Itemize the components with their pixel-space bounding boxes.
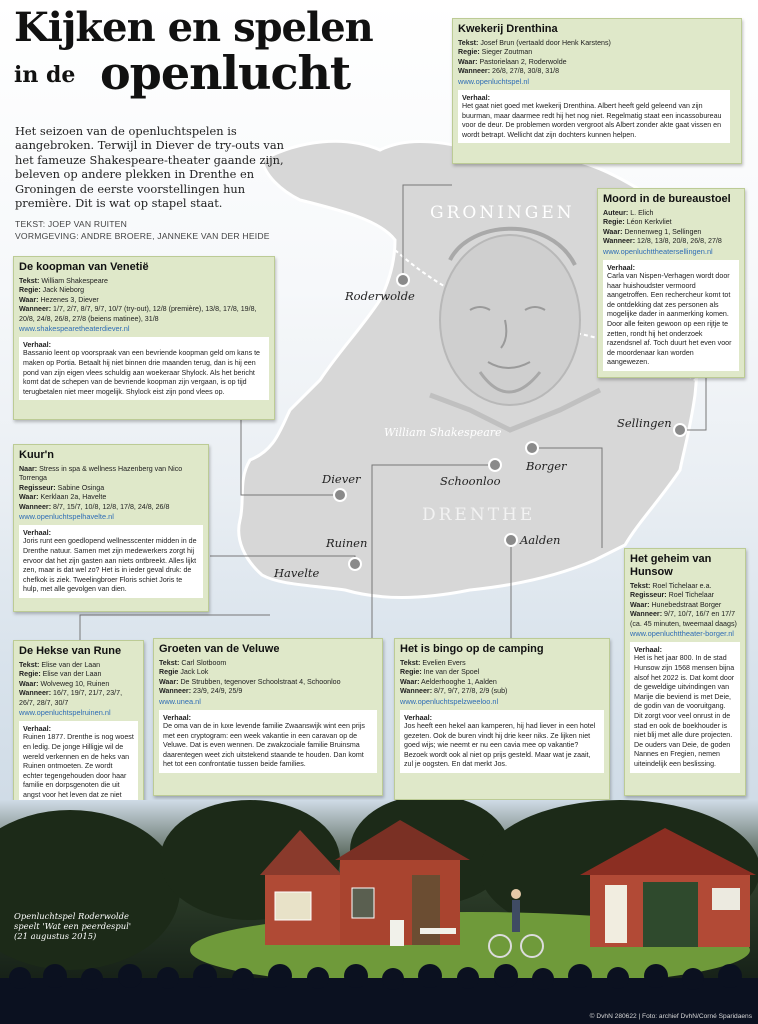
- verhaal-label: Verhaal:: [607, 262, 635, 272]
- box-row: Wanneer: 8/7, 9/7, 27/8, 2/9 (sub): [400, 687, 508, 696]
- website-link[interactable]: www.openluchtspel.nl: [458, 76, 530, 86]
- website-link[interactable]: www.openluchtspelhavelte.nl: [19, 512, 114, 522]
- info-box-bingo: [394, 638, 610, 800]
- box-row: Waar: Kerklaan 2a, Havelte: [19, 493, 107, 502]
- box-row: Regie: Ine van der Spoel: [400, 668, 480, 677]
- marker-borger: [526, 442, 538, 454]
- verhaal-text: Jos heeft een hekel aan kamperen, hij had liever in een hotel gezeten. Ook de buren vindt hij drie keer niks. Ze lijken niet goed wijs; wie neemt er nu een cavia mee op vakantie? Bezoek wordt ook al niet op prijs gesteld. Maar wat je zaait, zul je oogsten. En dat merkt Jos.: [404, 722, 596, 769]
- verhaal-panel: [630, 642, 740, 773]
- verhaal-panel: [458, 90, 730, 144]
- photo-caption: Openluchtspel Roderwolde speelt 'Wat een peerdespul' (21 augustus 2015): [14, 911, 132, 941]
- box-row: Wanneer: 8/7, 15/7, 10/8, 12/8, 17/8, 24/8, 26/8: [19, 502, 170, 511]
- info-box-groeten: [153, 638, 383, 796]
- box-row: Wanneer: 1/7, 2/7, 8/7, 9/7, 10/7 (try-out), 12/8 (première), 13/8, 17/8, 19/8, 20/8, 24/8, 26/8, 27/8 (beiens matinee), 31/8: [19, 305, 257, 323]
- place-diever: Diever: [322, 472, 361, 486]
- intro-text: Het seizoen van de openluchtspelen is aangebroken. Terwijl in Diever de try-outs van het fameuze Shakespeare-theater gaande zijn, beleven op andere plekken in Drenthe en Groningen de eerste voorstellingen hun première. Dit is wat op stapel staat.: [15, 124, 284, 211]
- box-row: Regisseur: Sabine Osinga: [19, 483, 105, 492]
- verhaal-text: Joris runt een goedlopend wellnesscenter midden in de Drenthe natuur. Samen met zijn medewerkers zorgt hij ervoor dat het zijn gasten aan niets ontbreekt. Alles lijkt zen, maar is dat wel zo? Het is in ieder geval druk: de chefkok is ziek. Tweelingbroer Floris schiet Joris te hulp, met alle gevolgen van dien.: [23, 537, 197, 594]
- box-row: Wanneer: 26/8, 27/8, 30/8, 31/8: [458, 67, 560, 76]
- box-title: Het geheim van Hunsow: [630, 553, 712, 578]
- box-row: Wanneer: 23/9, 24/9, 25/9: [159, 687, 243, 696]
- box-row: Auteur: L. Elich: [603, 209, 654, 217]
- verhaal-text: De oma van de in luxe levende familie Zwaanswijk wint een prijs met een cryptogram: een week vakantie in een caravan op de Veluwe. Dat is even wennen. De zwakzociale familie Bruinsma daarentegen weet zich uitstekend staande te houden. Dan komt het tot een confrontatie tussen beide families.: [163, 722, 365, 769]
- place-havelte: Havelte: [274, 566, 320, 580]
- website-link[interactable]: www.shakespearetheaterdiever.nl: [19, 324, 130, 334]
- box-row: Tekst: Josef Brun (vertaald door Henk Karstens): [458, 39, 611, 47]
- place-sellingen: Sellingen: [617, 416, 672, 430]
- info-box-kuurn: [13, 444, 209, 612]
- page-title-line2a: in de: [14, 62, 76, 88]
- box-row: Wanneer: 12/8, 13/8, 20/8, 26/8, 27/8: [603, 237, 722, 246]
- verhaal-label: Verhaal:: [23, 340, 51, 350]
- box-row: Waar: Hunebedstraat Borger: [630, 600, 722, 609]
- place-aalden: Aalden: [520, 533, 561, 547]
- box-row: Tekst: Carl Slotboom: [159, 659, 227, 667]
- box-title: Groeten van de Veluwe: [159, 643, 280, 655]
- box-row: Tekst: Elise van der Laan: [19, 661, 101, 669]
- verhaal-panel: [159, 710, 377, 773]
- verhaal-text: Ruinen 1877. Drenthe is nog woest en ledig. De jonge Hilligje wil de wereld verkennen en de heks van Ruinen ontmoeten. Ze wordt echter tegengehouden door haar familie en dorpsgenoten die uit angst voor het leven dat ze niet: [23, 733, 134, 799]
- marker-aalden: [505, 534, 517, 546]
- info-box-kwekerij: [452, 18, 742, 164]
- marker-ruinen: [349, 558, 361, 570]
- verhaal-text: Bassanio leent op voorspraak van een bevriende koopman geld om kans te maken op Portia. Betaalt hij niet binnen drie maanden terug, dan is hij een pond van zijn eigen vlees schuldig aan woekeraar Shylock. Als het bericht komt dat de schepen van de bevriende koopman zijn vergaan, is op tijd terugbetalen niet meer mogelijk. Shylock eist zijn pond vlees op.: [23, 349, 261, 396]
- box-title: Moord in de bureaustoel: [603, 193, 731, 205]
- verhaal-panel: [19, 337, 269, 400]
- box-row: Tekst: William Shakespeare: [19, 277, 108, 285]
- box-title: De Hekse van Rune: [19, 645, 122, 657]
- province-label-groningen: GRONINGEN: [430, 203, 575, 223]
- box-row: Naar: Stress in spa & wellness Hazenberg van Nico Torrenga: [19, 465, 183, 483]
- verhaal-panel: [603, 260, 739, 371]
- page-title-line1: Kijken en spelen: [14, 4, 373, 51]
- place-ruinen: Ruinen: [326, 536, 368, 550]
- box-row: Regie: Jack Nieborg: [19, 286, 85, 295]
- page-title-line2b: openlucht: [100, 46, 351, 100]
- box-row: Wanneer: 16/7, 19/7, 21/7, 23/7, 26/7, 28/7, 30/7: [19, 689, 123, 707]
- verhaal-label: Verhaal:: [634, 645, 662, 655]
- marker-sellingen: [674, 424, 686, 436]
- box-row: Regie Jack Lok: [159, 668, 209, 677]
- box-title: De koopman van Venetië: [19, 261, 149, 273]
- province-label-drenthe: DRENTHE: [422, 505, 536, 525]
- photo-credit: © DvhN 280622 | Foto: archief DvhN/Corné Sparidaens: [589, 1013, 752, 1020]
- box-title: Kuur'n: [19, 449, 54, 461]
- credits: [15, 218, 270, 242]
- place-schoonloo: Schoonloo: [440, 474, 501, 488]
- verhaal-text: Carla van Nispen-Verhagen wordt door haar huishoudster vermoord aangetroffen. Een rechercheur komt tot de ontdekking dat zes personen als mogelijke dader in aanmerking komen. Door alle feiten gewoon op een rijtje te zetten, rondt hij het onderzoek razendsnel af. Toch duurt het even voor de moordenaar kan worden aangewezen.: [607, 272, 732, 367]
- verhaal-label: Verhaal:: [23, 528, 51, 538]
- shakespeare-signature: William Shakespeare: [384, 426, 502, 439]
- marker-diever: [334, 489, 346, 501]
- info-box-geheim: [624, 548, 746, 796]
- website-link[interactable]: www.openluchttheatersellingen.nl: [603, 246, 713, 256]
- verhaal-text: Het is het jaar 800. In de stad Hunsow zijn 1568 mensen bijna alsof het 2022 is. Dat komt door de geweldige uitvindingen van Marije die beviend is met Deie, de godin van de vooruitgang. Dit zorgt voor veel onrust in de stad en ook de boekhouder is niet blij met alle dure projecten. De ouders van Deie, de goden Nannes en Fregien, nemen uiteindelijk een beslissing.: [634, 654, 735, 768]
- box-row: Waar: Dennenweg 1, Sellingen: [603, 227, 702, 236]
- box-row: Regie: Elise van der Laan: [19, 670, 102, 679]
- place-roderwolde: Roderwolde: [345, 289, 415, 303]
- box-row: Regisseur: Roel Tichelaar: [630, 591, 714, 600]
- info-box-koopman: [13, 256, 275, 420]
- website-link[interactable]: www.openluchtspelruinen.nl: [19, 708, 111, 718]
- website-link[interactable]: www.unea.nl: [159, 696, 201, 706]
- box-title: Het is bingo op de camping: [400, 643, 544, 655]
- box-row: Tekst: Evelien Evers: [400, 659, 466, 667]
- box-row: Waar: Wolveweg 10, Ruinen: [19, 679, 110, 688]
- credit-design: VORMGEVING: ANDRE BROERE, JANNEKE VAN DER HEIDE: [15, 231, 270, 241]
- box-row: Waar: Pastorielaan 2, Roderwolde: [458, 57, 567, 66]
- verhaal-label: Verhaal:: [163, 712, 191, 722]
- box-row: Waar: Hezenes 3, Diever: [19, 295, 99, 304]
- box-row: Regie: Sieger Zoutman: [458, 48, 533, 57]
- verhaal-label: Verhaal:: [462, 92, 490, 102]
- box-row: Waar: Aelderhooghe 1, Aalden: [400, 677, 497, 686]
- place-borger: Borger: [526, 459, 567, 473]
- box-row: Wanneer: 9/7, 10/7, 16/7 en 17/7 (ca. 45 minuten, tweemaal daags): [630, 610, 737, 628]
- marker-roderwolde: [397, 274, 409, 286]
- credit-text: TEKST: JOEP VAN RUITEN: [15, 219, 128, 229]
- website-link[interactable]: www.openluchtspelzweeloo.nl: [400, 696, 499, 706]
- verhaal-panel: [19, 525, 203, 598]
- verhaal-panel: [400, 710, 604, 773]
- verhaal-text: Het gaat niet goed met kwekerij Drenthina. Albert heeft geld geleend van zijn buurman, maar daarmee redt hij het nog niet. Regelmatig staat een incassobureau voor de deur. De problemen worden vergroot als Albert zonder akte gaat vissen en wordt betrapt. Wellicht dat zijn dochters kunnen helpen.: [462, 102, 722, 139]
- box-row: Tekst: Roel Tichelaar e.a.: [630, 582, 712, 590]
- box-row: Waar: De Strubben, tegenover Schoolstraat 4, Schoonloo: [159, 677, 341, 686]
- website-link[interactable]: www.openluchttheater-borger.nl: [630, 629, 734, 639]
- box-title: Kwekerij Drenthina: [458, 23, 558, 35]
- box-row: Regie: Léon Kerkvliet: [603, 218, 672, 227]
- verhaal-label: Verhaal:: [23, 724, 51, 734]
- marker-schoonloo: [489, 459, 501, 471]
- verhaal-label: Verhaal:: [404, 712, 432, 722]
- info-box-moord: [597, 188, 745, 378]
